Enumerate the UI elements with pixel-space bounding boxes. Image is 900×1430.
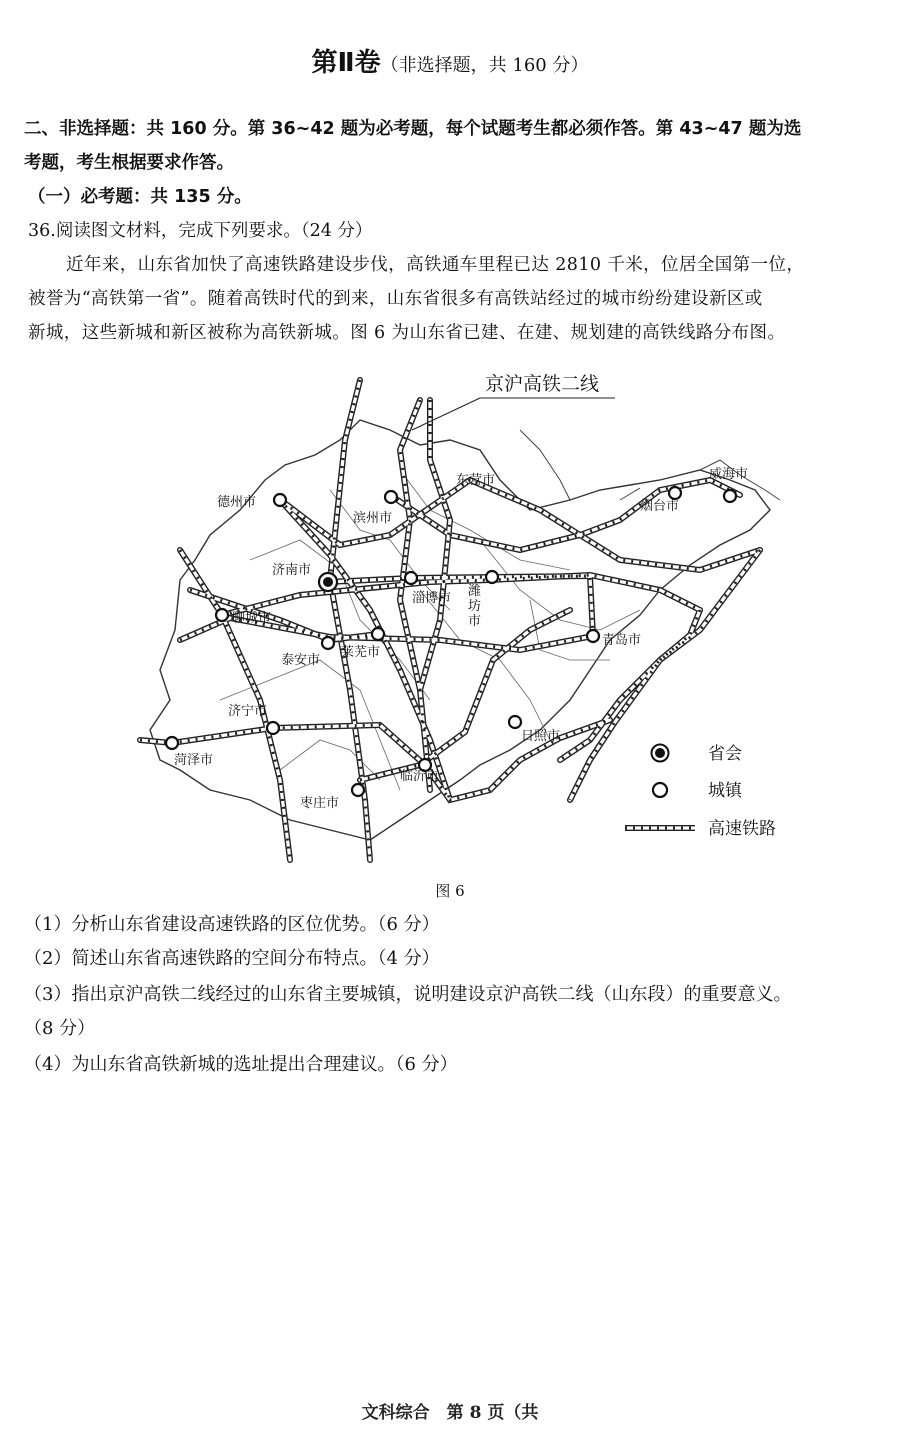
- section-line-1: 二、非选择题：共 160 分。第 36~42 题为必考题，每个试题考生都必须作答。第 43~47 题为选: [24, 119, 802, 139]
- title-main: 第Ⅱ卷: [311, 48, 381, 78]
- legend-town-label: 城镇: [708, 781, 742, 801]
- capital-marker: [319, 573, 337, 591]
- callout-line: [412, 398, 480, 430]
- sub-question-4: （4）为山东省高铁新城的选址提出合理建议。（6 分）: [24, 1054, 458, 1075]
- label-binzhou: 滨州市: [353, 511, 393, 526]
- legend-railway-label: 高速铁路: [708, 819, 776, 839]
- city-dot-laiwu: [372, 628, 384, 640]
- page-title: [0, 42, 900, 79]
- material-paragraph-line-3: 新城，这些新城和新区被称为高铁新城。图 6 为山东省已建、在建、规划建的高铁线路分布图。: [28, 323, 786, 343]
- label-heze: 菏泽市: [174, 753, 214, 768]
- city-dot-qingdao: [587, 630, 599, 642]
- city-dot-yantai: [669, 487, 681, 499]
- material-paragraph-line-2: 被誉为“高铁第一省”。随着高铁时代的到来，山东省很多有高铁站经过的城市纷纷建设新区或: [28, 289, 763, 309]
- label-zibo: 淄博市: [412, 591, 452, 606]
- city-dot-taian: [322, 637, 334, 649]
- city-dot-zaozhuang: [352, 784, 364, 796]
- label-zaozhuang: 枣庄市: [300, 796, 340, 811]
- page-footer: 文科综合 第 8 页（共: [361, 1403, 539, 1423]
- city-dot-dezhou: [274, 494, 286, 506]
- label-dezhou: 德州市: [217, 495, 257, 510]
- shandong-hsr-map: [100, 360, 820, 870]
- city-dot-liaocheng: [216, 609, 228, 621]
- city-dot-zibo: [405, 572, 417, 584]
- city-dot-jining: [267, 722, 279, 734]
- title-sub: （非选择题，共 160 分）: [380, 55, 589, 76]
- section-line-2: 考题，考生根据要求作答。: [24, 153, 234, 173]
- legend: [625, 744, 776, 839]
- label-weihai: 威海市: [709, 467, 749, 482]
- label-rizhao: 日照市: [521, 729, 561, 744]
- city-dot-heze: [166, 737, 178, 749]
- label-linyi: 临沂市: [400, 769, 440, 784]
- sub-question-3-score: （8 分）: [24, 1018, 96, 1039]
- required-heading: （一）必考题：共 135 分。: [28, 187, 252, 207]
- sub-question-1: （1）分析山东省建设高速铁路的区位优势。（6 分）: [24, 914, 440, 935]
- label-qingdao: 青岛市: [602, 633, 642, 648]
- label-weifang-3: 市: [468, 614, 482, 629]
- figure-caption: 图 6: [435, 882, 465, 900]
- city-dot-rizhao: [509, 716, 521, 728]
- label-weifang-2: 坊: [468, 599, 482, 614]
- label-weifang-1: 潍: [468, 584, 482, 599]
- question-36-stem: 36.阅读图文材料，完成下列要求。（24 分）: [28, 221, 373, 241]
- legend-capital-label: 省会: [708, 744, 742, 764]
- city-dot-binzhou: [385, 491, 397, 503]
- callout-label: 京沪高铁二线: [485, 373, 600, 395]
- material-paragraph-line-1: 近年来，山东省加快了高速铁路建设步伐，高铁通车里程已达 2810 千米，位居全国第一位，: [66, 255, 805, 275]
- label-taian: 泰安市: [281, 653, 321, 668]
- label-yantai: 烟台市: [640, 499, 680, 514]
- label-jining: 济宁市: [228, 704, 268, 719]
- sub-question-2: （2）简述山东省高速铁路的空间分布特点。（4 分）: [24, 948, 440, 969]
- label-liaocheng: 聊城市: [232, 611, 272, 626]
- label-dongying: 东营市: [456, 473, 496, 488]
- label-laiwu: 莱芜市: [341, 645, 381, 660]
- city-dot-weihai: [724, 490, 736, 502]
- city-dot-weifang: [486, 571, 498, 583]
- sub-question-3: （3）指出京沪高铁二线经过的山东省主要城镇，说明建设京沪高铁二线（山东段）的重要意义。: [24, 984, 792, 1005]
- label-jinan: 济南市: [272, 563, 312, 578]
- coast-detail: [520, 430, 780, 500]
